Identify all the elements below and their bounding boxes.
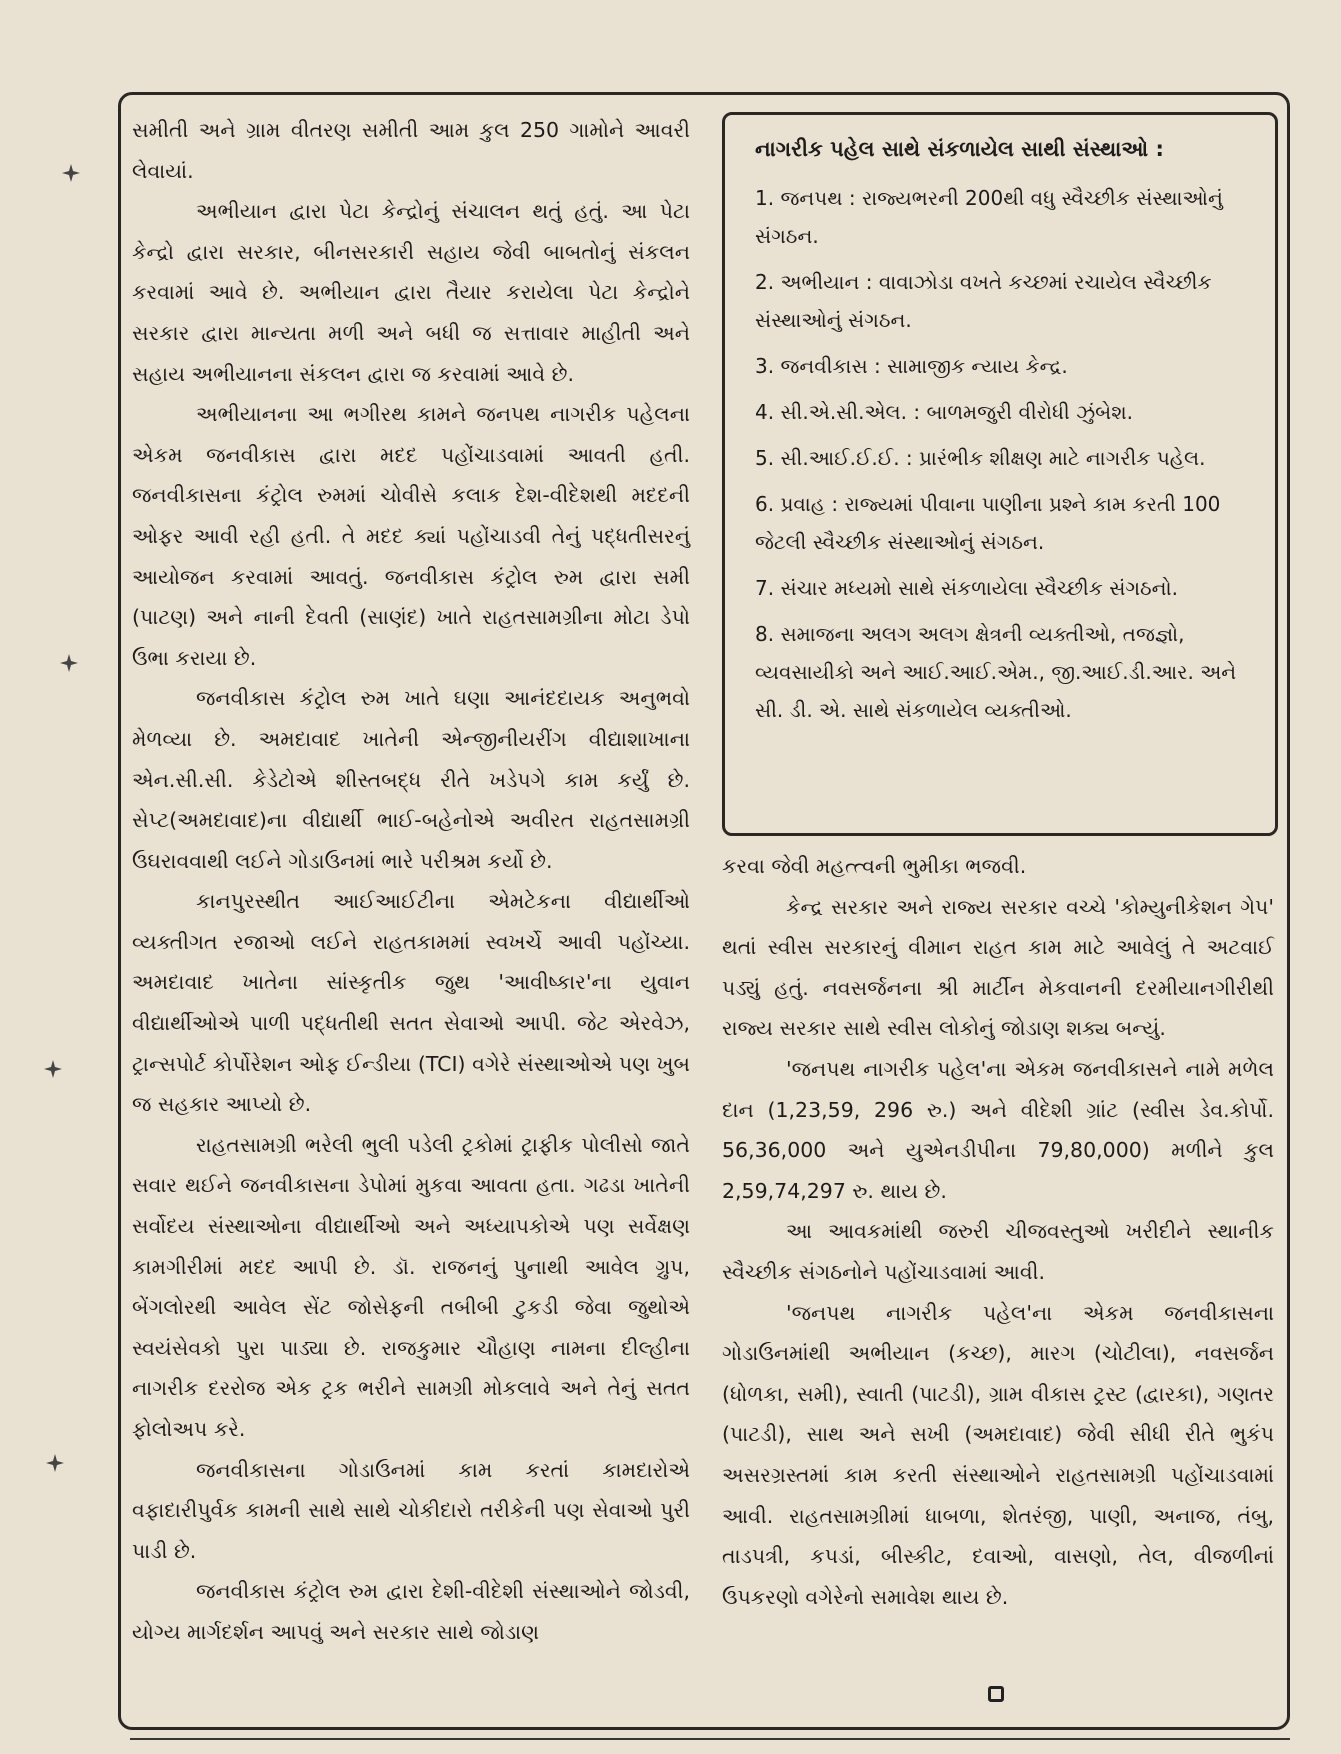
left-text-column — [132, 110, 690, 1653]
list-item: 6. પ્રવાહ : રાજ્યમાં પીવાના પાણીના પ્રશ્ને કામ કરતી 100 જેટલી સ્વૈચ્છીક સંસ્થાઓનું સંગઠન. — [755, 492, 1221, 554]
partner-organizations-box — [722, 112, 1278, 836]
paragraph: સમીતી અને ગ્રામ વીતરણ સમીતી આમ કુલ 250 ગામોને આવરી લેવાયાં. — [132, 118, 690, 183]
box-title: નાગરીક પહેલ સાથે સંકળાયેલ સાથી સંસ્થાઓ : — [755, 137, 1164, 161]
article-end-square-icon — [988, 1686, 1004, 1702]
paragraph: કાનપુરસ્થીત આઈઆઈટીના એમટેકના વીદ્યાર્થીઓ વ્યક્તીગત રજાઓ લઈને રાહતકામમાં સ્વખર્ચે આવી પહોંચ્યા. અમદાવાદ ખાતેના સાંસ્કૃતીક જુથ 'આવીષ્કાર'ના યુવાન વીદ્યાર્થીઓએ પાળી પદ્ધતીથી સતત સેવાઓ આપી. જેટ એરવેઝ, ટ્રાન્સપોર્ટ કોર્પોરેશન ઓફ ઈન્ડીયા (TCI) વગેરે સંસ્થાઓએ પણ ખુબ જ સહકાર આપ્યો છે. — [132, 889, 690, 1117]
list-item: 5. સી.આઈ.ઈ.ઈ. : પ્રારંભીક શીક્ષણ માટે નાગરીક પહેલ. — [755, 446, 1206, 470]
binding-hole-mark — [60, 162, 82, 184]
footer-rule — [130, 1738, 1290, 1740]
paragraph: રાહતસામગ્રી ભરેલી ભુલી પડેલી ટ્રકોમાં ટ્રાફીક પોલીસો જાતે સવાર થઈને જનવીકાસના ડેપોમાં મુકવા આવતા હતા. ગઢડા ખાતેની સર્વોદય સંસ્થાઓના વીદ્યાર્થીઓ અને અધ્યાપકોએ પણ સર્વેક્ષણ કામગીરીમાં મદદ આપી છે. ડૉ. રાજનનું પુનાથી આવેલ ગ્રુપ, બેંગલોરથી આવેલ સેંટ જોસેફની તબીબી ટુકડી જેવા જુથોએ સ્વયંસેવકો પુરા પાડ્યા છે. રાજકુમાર ચૌહાણ નામના દીલ્હીના નાગરીક દરરોજ એક ટ્રક ભરીને સામગ્રી મોકલાવે અને તેનું સતત ફોલોઅપ કરે. — [132, 1132, 690, 1441]
list-item: 4. સી.એ.સી.એલ. : બાળમજુરી વીરોધી ઝુંબેશ. — [755, 400, 1134, 424]
paragraph: અભીયાનના આ ભગીરથ કામને જનપથ નાગરીક પહેલના એકમ જનવીકાસ દ્વારા મદદ પહોંચાડવામાં આવતી હતી. જનવીકાસના કંટ્રોલ રુમમાં ચોવીસે કલાક દેશ-વીદેશથી મદદની ઓફર આવી રહી હતી. તે મદદ ક્યાં પહોંચાડવી તેનું પદ્ધતીસરનું આયોજન કરવામાં આવતું. જનવીકાસ કંટ્રોલ રુમ દ્વારા સમી (પાટણ) અને નાની દેવતી (સાણંદ) ખાતે રાહતસામગ્રીના મોટા ડેપો ઉભા કરાયા છે. — [132, 402, 690, 670]
paragraph: કેન્દ્ર સરકાર અને રાજ્ય સરકાર વચ્ચે 'કોમ્યુનીકેશન ગેપ' થતાં સ્વીસ સરકારનું વીમાન રાહત કામ માટે આવેલું તે અટવાઈ પડ્યું હતું. નવસર્જનના શ્રી માર્ટીન મેકવાનની દરમીયાનગીરીથી રાજ્ય સરકાર સાથે સ્વીસ લોકોનું જોડાણ શક્ય બન્યું. — [722, 894, 1274, 1041]
right-text-column — [722, 846, 1274, 1617]
list-item: 8. સમાજના અલગ અલગ ક્ષેત્રની વ્યક્તીઓ, તજજ્ઞો, વ્યવસાયીકો અને આઈ.આઈ.એમ., જી.આઈ.ડી.આર. અને સી. ડી. એ. સાથે સંકળાયેલ વ્યક્તીઓ. — [755, 622, 1237, 722]
binding-hole-mark — [58, 652, 80, 674]
list-item: 2. અભીયાન : વાવાઝોડા વખતે કચ્છમાં રચાયેલ સ્વૈચ્છીક સંસ્થાઓનું સંગઠન. — [755, 270, 1212, 332]
paragraph: 'જનપથ નાગરીક પહેલ'ના એકમ જનવીકાસના ગોડાઉનમાંથી અભીયાન (કચ્છ), મારગ (ચોટીલા), નવસર્જન (ધોળકા, સમી), સ્વાતી (પાટડી), ગ્રામ વીકાસ ટ્રસ્ટ (દ્વારકા), ગણતર (પાટડી), સાથ અને સખી (અમદાવાદ) જેવી સીધી રીતે ભુકંપ અસરગ્રસ્તમાં કામ કરતી સંસ્થાઓને રાહતસામગ્રી પહોંચાડવામાં આવી. રાહતસામગ્રીમાં ધાબળા, શેતરંજી, પાણી, અનાજ, તંબુ, તાડપત્રી, કપડાં, બીસ્કીટ, દવાઓ, વાસણો, તેલ, વીજળીનાં ઉપકરણો વગેરેનો સમાવેશ થાય છે. — [722, 1300, 1274, 1609]
list-item: 3. જનવીકાસ : સામાજીક ન્યાય કેન્દ્ર. — [755, 354, 1068, 378]
binding-hole-mark — [42, 1058, 64, 1080]
list-item: 1. જનપથ : રાજ્યભરની 200થી વધુ સ્વૈચ્છીક સંસ્થાઓનું સંગઠન. — [755, 186, 1223, 248]
paragraph: 'જનપથ નાગરીક પહેલ'ના એકમ જનવીકાસને નામે મળેલ દાન (1,23,59, 296 રુ.) અને વીદેશી ગ્રાંટ (સ્વીસ ડેવ.કોર્પો. 56,36,000 અને યુએનડીપીના 79,80,000) મળીને કુલ 2,59,74,297 રુ. થાય છે. — [722, 1056, 1274, 1203]
paragraph: જનવીકાસ કંટ્રોલ રુમ ખાતે ઘણા આનંદદાયક અનુભવો મેળવ્યા છે. અમદાવાદ ખાતેની એન્જીનીયરીંગ વીદ્યાશાખાના એન.સી.સી. કેડેટોએ શીસ્તબદ્ધ રીતે ખડેપગે કામ કર્યું છે. સેપ્ટ(અમદાવાદ)ના વીદ્યાર્થી ભાઈ-બહેનોએ અવીરત રાહતસામગ્રી ઉઘરાવવાથી લઈને ગોડાઉનમાં ભારે પરીશ્રમ કર્યો છે. — [132, 686, 690, 873]
list-item: 7. સંચાર મધ્યમો સાથે સંકળાયેલા સ્વૈચ્છીક સંગઠનો. — [755, 576, 1178, 600]
binding-hole-mark — [44, 1452, 66, 1474]
paragraph: આ આવકમાંથી જરુરી ચીજવસ્તુઓ ખરીદીને સ્થાનીક સ્વૈચ્છીક સંગઠનોને પહોંચાડવામાં આવી. — [722, 1219, 1274, 1284]
paragraph: જનવીકાસના ગોડાઉનમાં કામ કરતાં કામદારોએ વફાદારીપુર્વક કામની સાથે સાથે ચોકીદારો તરીકેની પણ સેવાઓ પુરી પાડી છે. — [132, 1457, 690, 1563]
paragraph: કરવા જેવી મહત્ત્વની ભુમીકા ભજવી. — [722, 854, 1027, 878]
paragraph: અભીયાન દ્વારા પેટા કેન્દ્રોનું સંચાલન થતું હતું. આ પેટા કેન્દ્રો દ્વારા સરકાર, બીનસરકારી સહાય જેવી બાબતોનું સંકલન કરવામાં આવે છે. અભીયાન દ્વારા તૈયાર કરાયેલા પેટા કેન્દ્રોને સરકાર દ્વારા માન્યતા મળી અને બધી જ સત્તાવાર માહીતી અને સહાય અભીયાનના સંકલન દ્વારા જ કરવામાં આવે છે. — [132, 199, 690, 386]
paragraph: જનવીકાસ કંટ્રોલ રુમ દ્વારા દેશી-વીદેશી સંસ્થાઓને જોડવી, યોગ્ય માર્ગદર્શન આપવું અને સરકાર સાથે જોડાણ — [132, 1579, 690, 1644]
